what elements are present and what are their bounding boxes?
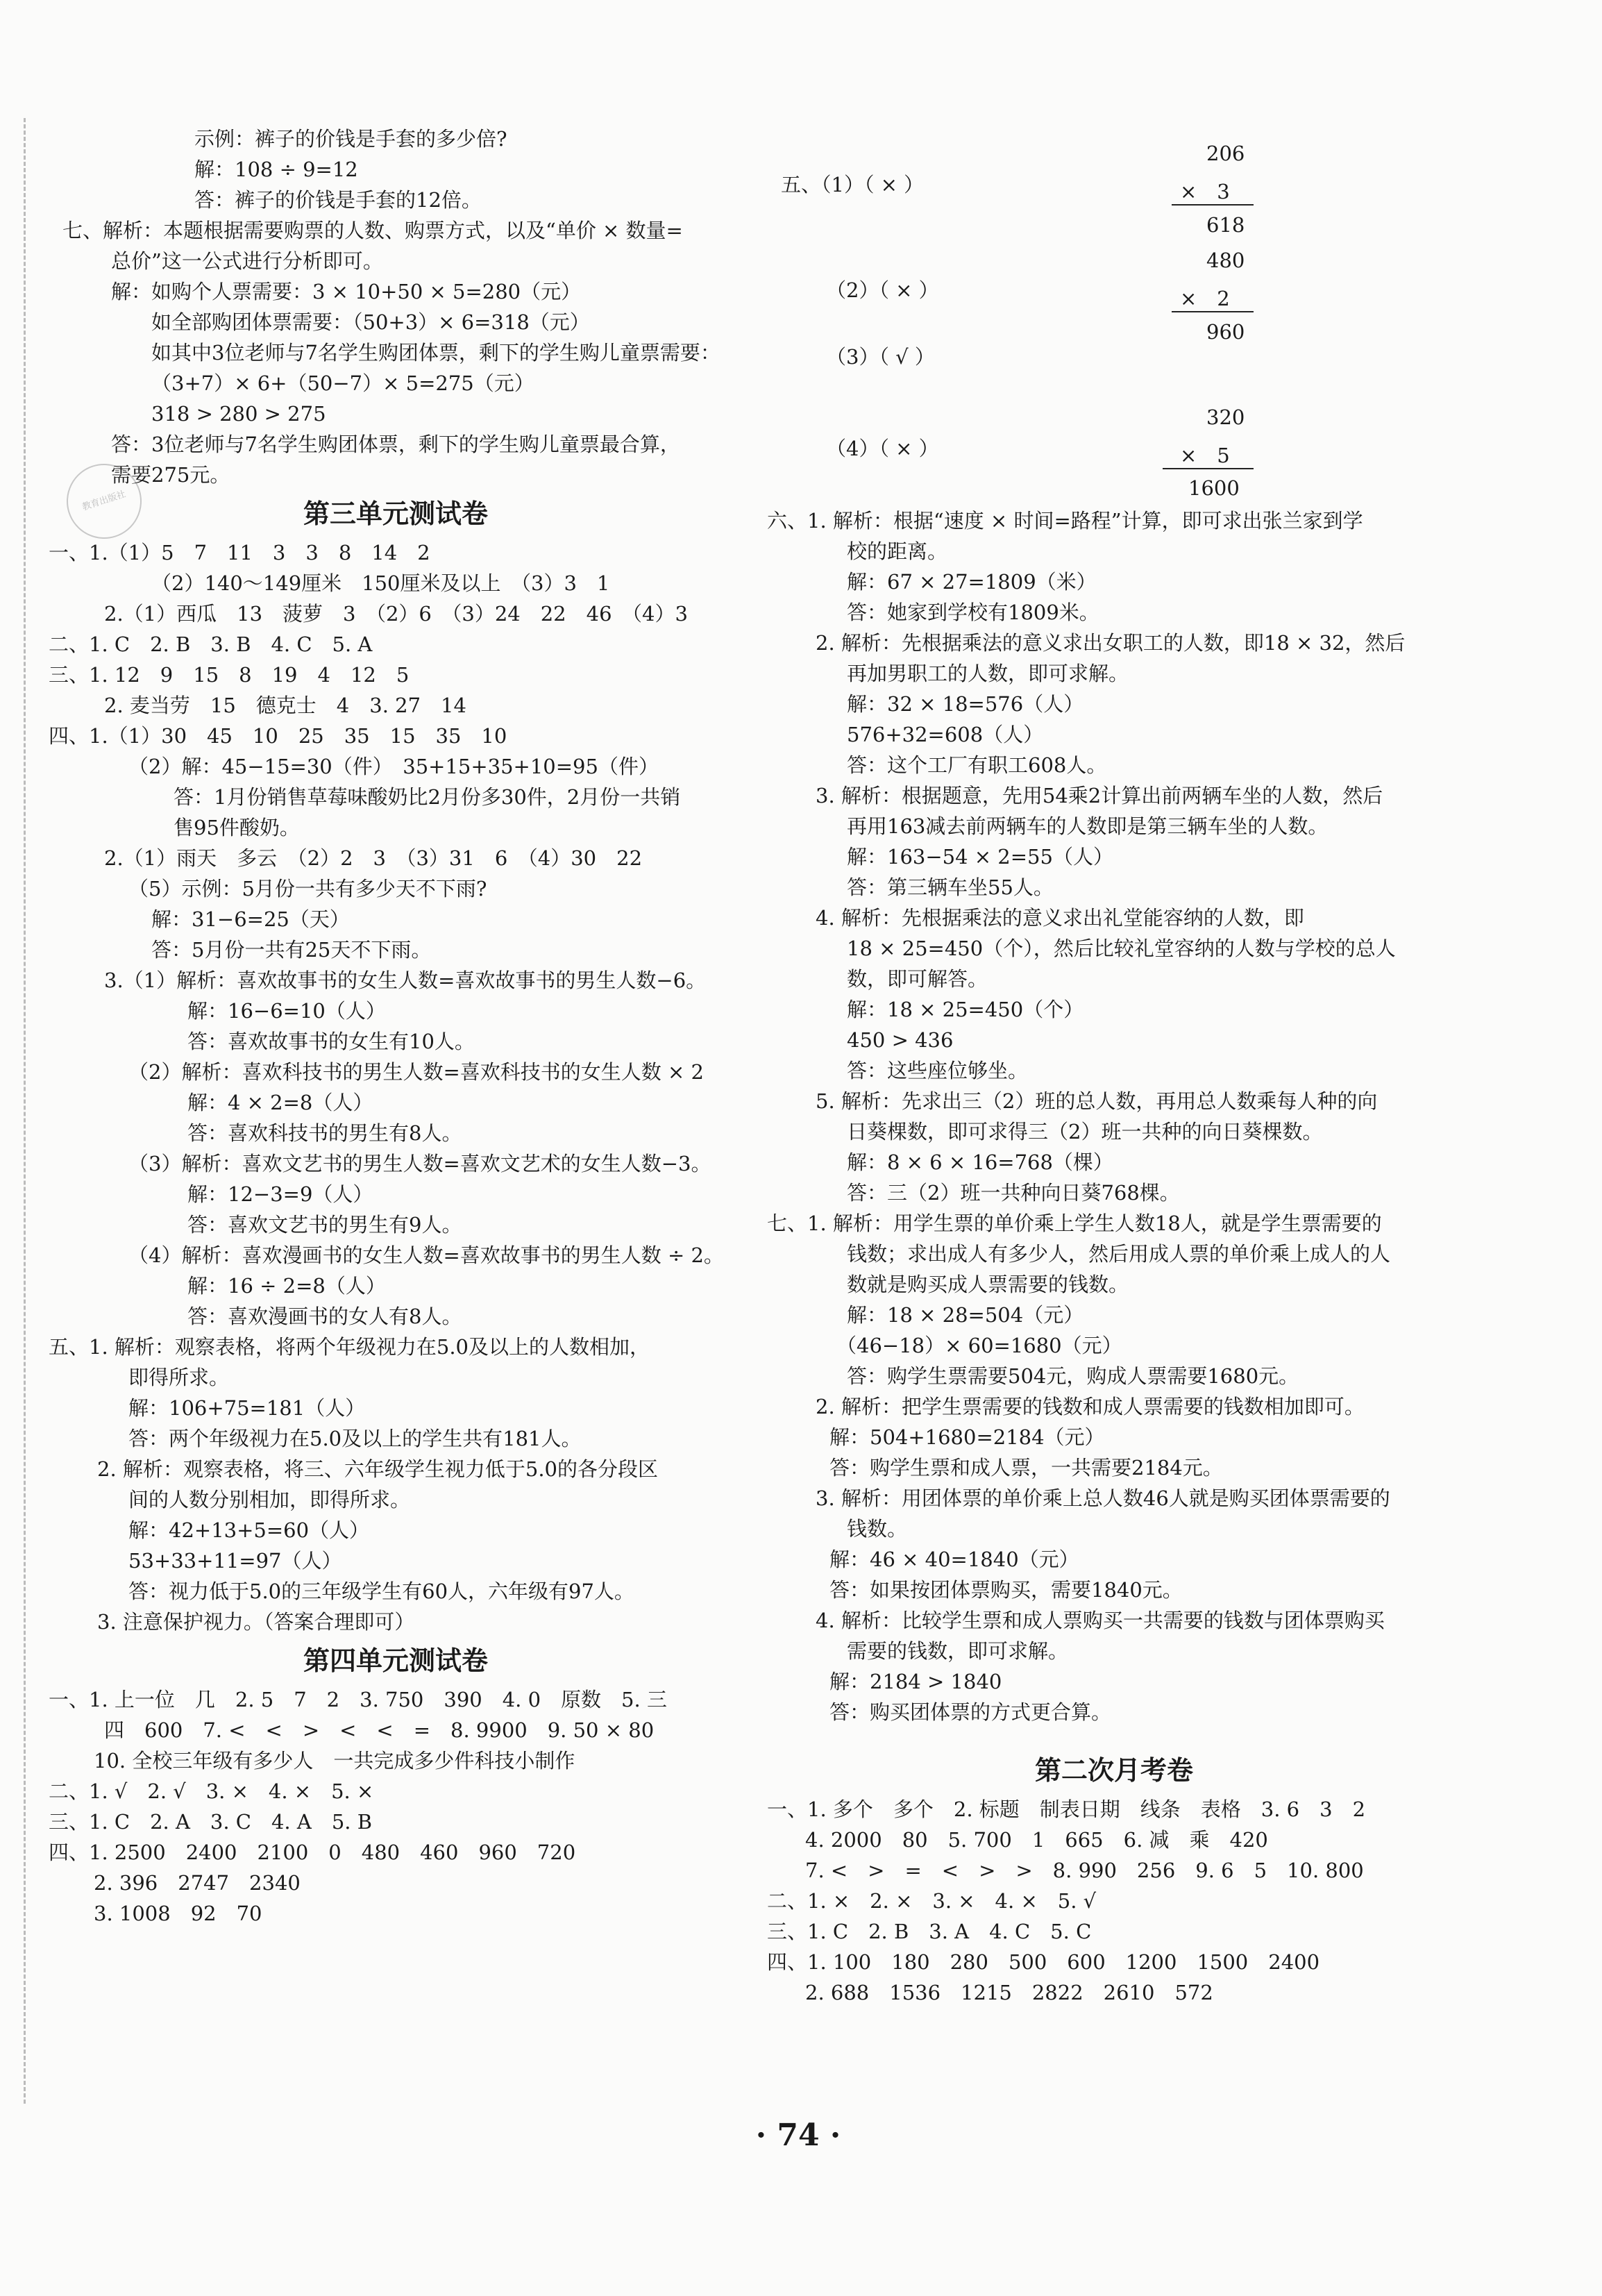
- text-line: 解：如购个人票需要：3 × 10+50 × 5=280（元）: [111, 280, 582, 303]
- text-line: 4. 解析：先根据乘法的意义求出礼堂能容纳的人数，即: [816, 906, 1304, 930]
- text-line: 576+32=608（人）: [847, 723, 1044, 746]
- text-line: 答：喜欢漫画书的女人有8人。: [187, 1305, 462, 1328]
- text-line: 3. 解析：根据题意，先用54乘2计算出前两辆车坐的人数，然后: [816, 784, 1383, 807]
- text-line: 3. 解析：用团体票的单价乘上总人数46人就是购买团体票需要的: [816, 1486, 1390, 1510]
- text-line: 答：5月份一共有25天不下雨。: [151, 938, 432, 962]
- page-number: · 74 ·: [755, 2118, 841, 2153]
- text-line: （2）解：45−15=30（件） 35+15+35+10=95（件）: [128, 755, 659, 778]
- text-line: 数就是购买成人票需要的钱数。: [847, 1273, 1129, 1296]
- text-line: 318 > 280 > 275: [151, 402, 326, 426]
- text-line: 10. 全校三年级有多少人 一共完成多少件科技小制作: [94, 1749, 575, 1773]
- text-line: 答：3位老师与7名学生购团体票，剩下的学生购儿童票最合算，: [111, 433, 680, 456]
- text-line: 三、1. C 2. B 3. A 4. C 5. C: [767, 1920, 1092, 1943]
- text-line: 2. 麦当劳 15 德克士 4 3. 27 14: [104, 694, 466, 717]
- text-line: 答：她家到学校有1809米。: [847, 601, 1099, 624]
- text-line: 2. 解析：先根据乘法的意义求出女职工的人数，即18 × 32，然后: [816, 631, 1406, 655]
- calc1-operator: × 3: [1180, 180, 1230, 203]
- spacer: [767, 1727, 1461, 1747]
- text-line: 四、1. 2500 2400 2100 0 480 460 960 720: [49, 1841, 576, 1864]
- text-line: 答：第三辆车坐55人。: [847, 875, 1054, 899]
- text-line: 售95件酸奶。: [174, 816, 300, 839]
- text-line: 2. 解析：观察表格，将三、六年级学生视力低于5.0的各分段区: [97, 1457, 659, 1481]
- calc3-rule: [1163, 468, 1254, 469]
- section-title-unit3: 第三单元测试卷: [303, 498, 488, 529]
- item-5-2: （2）（ × ）: [826, 278, 939, 302]
- text-line: 三、1. C 2. A 3. C 4. A 5. B: [49, 1810, 373, 1834]
- calc1-rule: [1172, 204, 1254, 206]
- calc2-multiplicand: 480: [1206, 249, 1245, 272]
- text-line: （2）解析：喜欢科技书的男生人数=喜欢科技书的女生人数 × 2: [128, 1060, 704, 1084]
- text-line: 一、1.（1）5 7 11 3 3 8 14 2: [49, 541, 430, 564]
- section-title-unit4: 第四单元测试卷: [303, 1645, 488, 1676]
- text-line: 四、1.（1）30 45 10 25 35 15 35 10: [49, 724, 507, 748]
- text-line: 答：购学生票和成人票，一共需要2184元。: [829, 1456, 1223, 1480]
- right-column: [767, 505, 1461, 2008]
- item-5-3: （3）（ √ ）: [826, 345, 935, 369]
- text-line: 解：504+1680=2184（元）: [829, 1425, 1105, 1449]
- text-line: 解：12−3=9（人）: [187, 1182, 373, 1206]
- text-line: 解：31−6=25（天）: [151, 907, 350, 931]
- text-line: 四 600 7. < < > < < = 8. 9900 9. 50 × 80: [104, 1718, 655, 1742]
- text-line: 如全部购团体票需要：（50+3）× 6=318（元）: [151, 310, 590, 334]
- text-line: 校的距离。: [847, 539, 948, 563]
- text-line: 答：喜欢科技书的男生有8人。: [187, 1121, 462, 1145]
- text-line: 答：购学生票需要504元，购成人票需要1680元。: [847, 1364, 1299, 1388]
- text-line: 即得所求。: [128, 1366, 230, 1389]
- text-line: 需要275元。: [111, 463, 230, 487]
- text-line: 答：购买团体票的方式更合算。: [829, 1700, 1112, 1724]
- item-5-4: （4）（ × ）: [826, 437, 939, 460]
- calc1-result: 618: [1206, 213, 1245, 237]
- text-line: 答：裤子的价钱是手套的12倍。: [194, 188, 482, 212]
- calc2-result: 960: [1206, 320, 1245, 344]
- text-line: 答：喜欢文艺书的男生有9人。: [187, 1213, 462, 1237]
- text-line: （3+7）× 6+（50−7）× 5=275（元）: [151, 371, 534, 395]
- text-line: 53+33+11=97（人）: [128, 1549, 342, 1573]
- text-line: （5）示例：5月份一共有多少天不下雨?: [128, 877, 487, 900]
- section-title-exam2: 第二次月考卷: [1034, 1755, 1193, 1786]
- text-line: 钱数；求出成人有多少人，然后用成人票的单价乘上成人的人: [847, 1242, 1391, 1266]
- text-line: 答：1月份销售草莓味酸奶比2月份多30件，2月份一共销: [174, 785, 681, 809]
- text-line: 答：三（2）班一共种向日葵768棵。: [847, 1181, 1180, 1205]
- text-line: （3）解析：喜欢文艺书的男生人数=喜欢文艺术的女生人数−3。: [128, 1152, 711, 1175]
- text-line: 解：2184 > 1840: [829, 1670, 1002, 1693]
- text-line: 数，即可解答。: [847, 967, 988, 991]
- text-line: 4. 2000 80 5. 700 1 665 6. 减 乘 420: [805, 1828, 1268, 1852]
- text-line: 二、1. √ 2. √ 3. × 4. × 5. ×: [49, 1779, 374, 1803]
- text-line: 答：这些座位够坐。: [847, 1059, 1029, 1082]
- stamp-text: 教育出版社: [81, 489, 128, 513]
- text-line: 二、1. × 2. × 3. × 4. × 5. √: [767, 1889, 1097, 1913]
- text-line: 七、解析：本题根据需要购票的人数、购票方式，以及“单价 × 数量=: [62, 219, 683, 242]
- text-line: 需要的钱数，即可求解。: [847, 1639, 1069, 1663]
- text-line: 解：4 × 2=8（人）: [187, 1091, 373, 1114]
- text-line: 总价”这一公式进行分析即可。: [111, 249, 383, 273]
- text-line: （4）解析：喜欢漫画书的女生人数=喜欢故事书的男生人数 ÷ 2。: [128, 1243, 724, 1267]
- binding-margin-line: [24, 118, 26, 2104]
- text-line: 钱数。: [847, 1517, 908, 1541]
- text-line: 答：喜欢故事书的女生有10人。: [187, 1030, 475, 1053]
- text-line: （46−18）× 60=1680（元）: [836, 1334, 1122, 1357]
- item-5-1: 五、（1）（ × ）: [781, 173, 925, 196]
- calc3-result: 1600: [1188, 476, 1240, 500]
- text-line: 答：这个工厂有职工608人。: [847, 753, 1107, 777]
- text-line: 3.（1）解析：喜欢故事书的女生人数=喜欢故事书的男生人数−6。: [104, 969, 707, 992]
- text-line: 2. 688 1536 1215 2822 2610 572: [805, 1981, 1213, 2004]
- text-line: 七、1. 解析：用学生票的单价乘上学生人数18人，就是学生票需要的: [767, 1212, 1382, 1235]
- text-line: 再加男职工的人数，即可求解。: [847, 662, 1129, 685]
- text-line: 示例：裤子的价钱是手套的多少倍?: [194, 127, 507, 151]
- text-line: 解：106+75=181（人）: [128, 1396, 366, 1420]
- text-line: 解：8 × 6 × 16=768（棵）: [847, 1150, 1113, 1174]
- text-line: 2.（1）雨天 多云 （2）2 3 （3）31 6 （4）30 22: [104, 846, 643, 870]
- text-line: 解：18 × 28=504（元）: [847, 1303, 1084, 1327]
- text-line: 解：108 ÷ 9=12: [194, 158, 358, 181]
- text-line: 再用163减去前两辆车的人数即是第三辆车坐的人数。: [847, 814, 1329, 838]
- text-line: 答：如果按团体票购买，需要1840元。: [829, 1578, 1183, 1602]
- text-line: 450 > 436: [847, 1028, 954, 1052]
- text-line: 三、1. 12 9 15 8 19 4 12 5: [49, 663, 410, 687]
- text-line: 一、1. 多个 多个 2. 标题 制表日期 线条 表格 3. 6 3 2: [767, 1798, 1366, 1821]
- text-line: 3. 1008 92 70: [94, 1902, 262, 1925]
- text-line: 一、1. 上一位 几 2. 5 7 2 3. 750 390 4. 0 原数 5. 三: [49, 1688, 667, 1711]
- text-line: 日葵棵数，即可求得三（2）班一共种的向日葵棵数。: [847, 1120, 1323, 1143]
- text-line: 答：视力低于5.0的三年级学生有60人，六年级有97人。: [128, 1579, 634, 1603]
- text-line: 2. 396 2747 2340: [94, 1871, 301, 1895]
- text-line: 7. < > = < > > 8. 990 256 9. 6 5 10. 800: [805, 1859, 1364, 1882]
- text-line: 解：163−54 × 2=55（人）: [847, 845, 1113, 869]
- text-line: 间的人数分别相加，即得所求。: [128, 1488, 411, 1511]
- calc2-operator: × 2: [1180, 287, 1230, 310]
- text-line: 如其中3位老师与7名学生购团体票，剩下的学生购儿童票需要：: [151, 341, 720, 364]
- calc1-multiplicand: 206: [1206, 142, 1245, 165]
- text-line: 解：16 ÷ 2=8（人）: [187, 1274, 386, 1298]
- text-line: 3. 注意保护视力。（答案合理即可）: [97, 1610, 415, 1634]
- text-line: 五、1. 解析：观察表格，将两个年级视力在5.0及以上的人数相加，: [49, 1335, 650, 1359]
- calc3-multiplicand: 320: [1206, 405, 1245, 429]
- text-line: 二、1. C 2. B 3. B 4. C 5. A: [49, 632, 373, 656]
- text-line: 四、1. 100 180 280 500 600 1200 1500 2400: [767, 1950, 1320, 1974]
- calc2-rule: [1172, 311, 1254, 312]
- text-line: 解：46 × 40=1840（元）: [829, 1548, 1079, 1571]
- text-line: 解：42+13+5=60（人）: [128, 1518, 370, 1542]
- text-line: （2）140～149厘米 150厘米及以上 （3）3 1: [151, 571, 610, 595]
- text-line: 2. 解析：把学生票需要的钱数和成人票需要的钱数相加即可。: [816, 1395, 1365, 1418]
- text-line: 答：两个年级视力在5.0及以上的学生共有181人。: [128, 1427, 582, 1450]
- text-line: 18 × 25=450（个），然后比较礼堂容纳的人数与学校的总人: [847, 937, 1396, 960]
- text-line: 4. 解析：比较学生票和成人票购买一共需要的钱数与团体票购买: [816, 1609, 1385, 1632]
- text-line: 5. 解析：先求出三（2）班的总人数，再用总人数乘每人种的向: [816, 1089, 1378, 1113]
- text-line: 六、1. 解析：根据“速度 × 时间=路程”计算，即可求出张兰家到学: [767, 509, 1363, 533]
- text-line: 解：18 × 25=450（个）: [847, 998, 1084, 1021]
- text-line: 解：32 × 18=576（人）: [847, 692, 1084, 716]
- left-column: [49, 124, 743, 1929]
- calc3-operator: × 5: [1180, 444, 1230, 467]
- text-line: 解：16−6=10（人）: [187, 999, 386, 1023]
- text-line: 2.（1）西瓜 13 菠萝 3 （2）6 （3）24 22 46 （4）3: [104, 602, 688, 626]
- text-line: 解：67 × 27=1809（米）: [847, 570, 1097, 594]
